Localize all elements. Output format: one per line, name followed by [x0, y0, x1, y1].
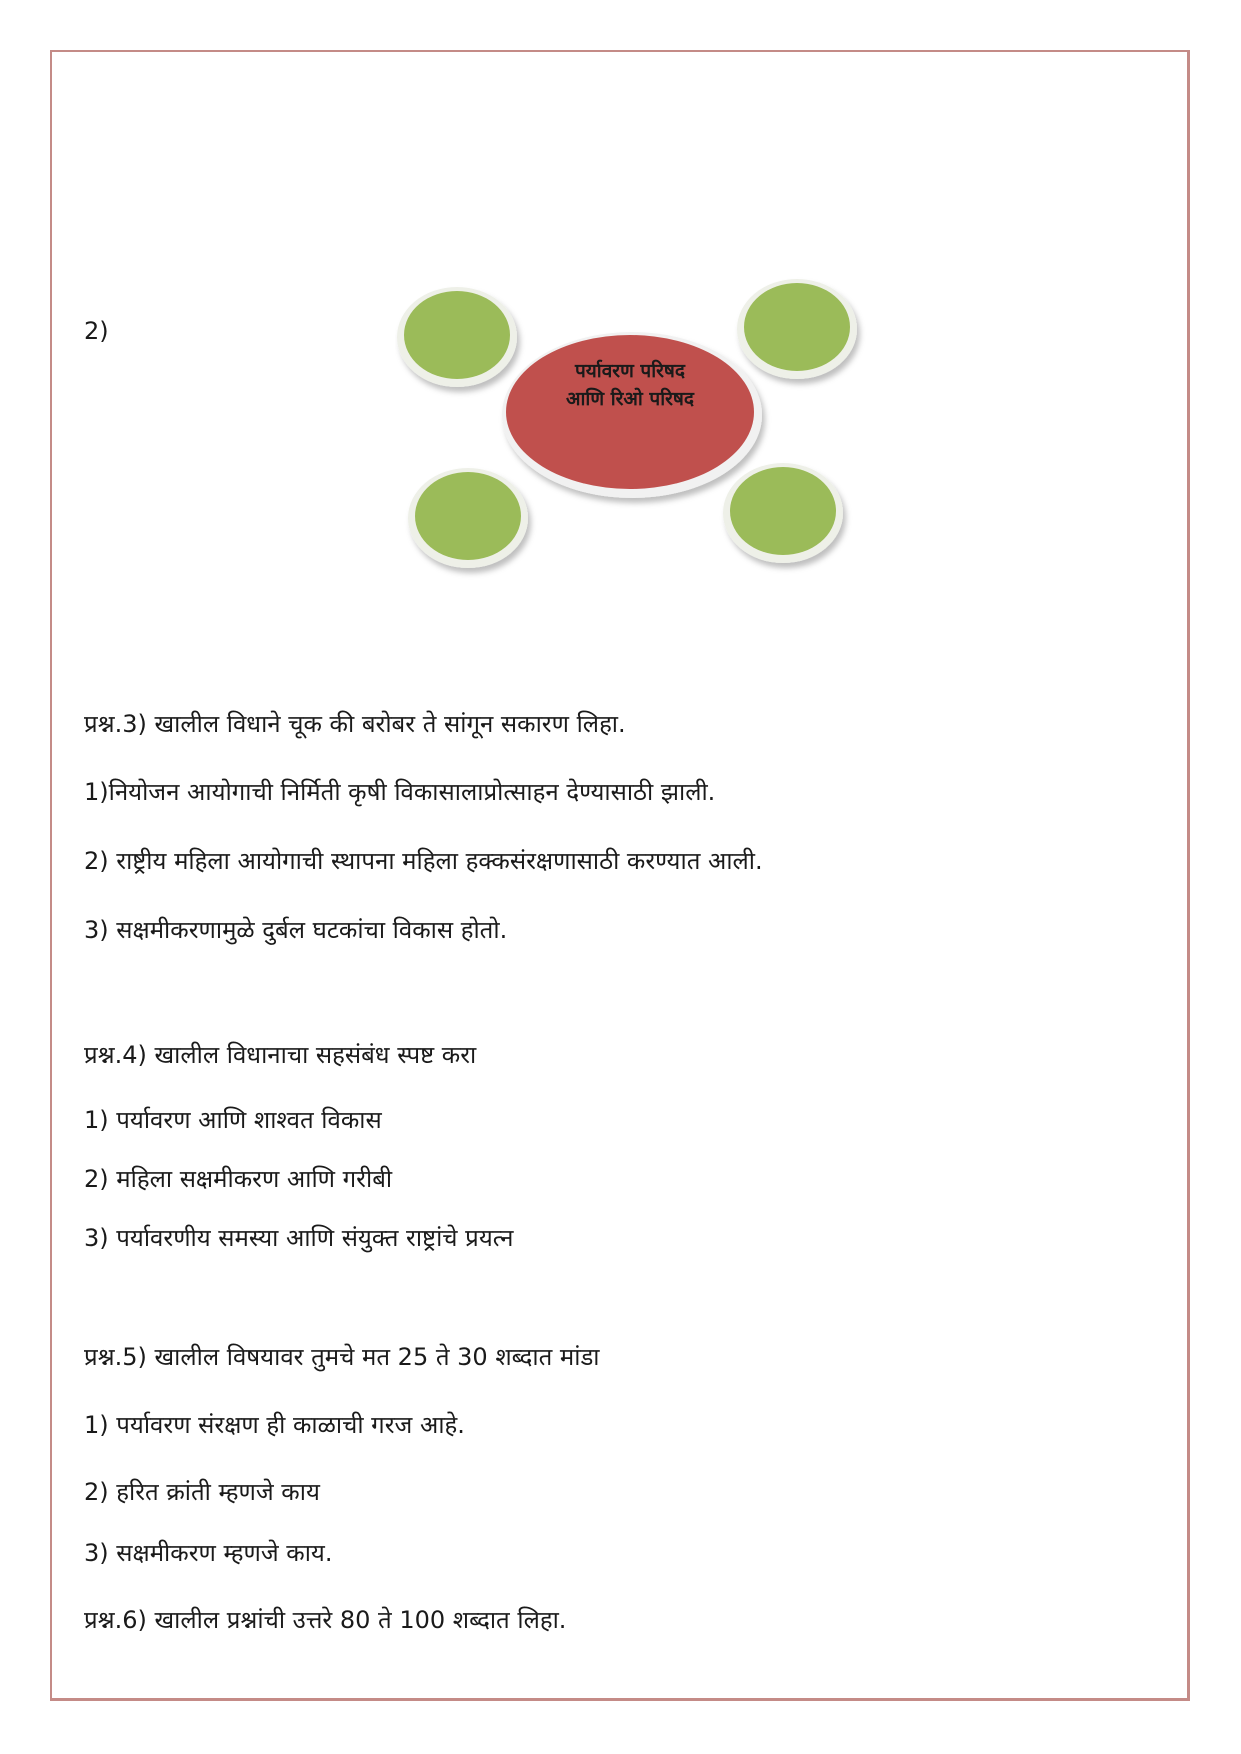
diagram-center-label-line2: आणि रिओ परिषद: [566, 388, 694, 410]
concept-diagram: [395, 265, 875, 585]
question-6-title: प्रश्न.6) खालील प्रश्नांची उत्तरे 80 ते 100 शब्दात लिहा.: [84, 1606, 567, 1634]
diagram-leaf-bottom-left: [408, 468, 528, 568]
diagram-leaf-top-left: [397, 287, 517, 387]
question-3-item: 1)नियोजन आयोगाची निर्मिती कृषी विकासालाप्रोत्साहन देण्यासाठी झाली.: [84, 778, 716, 806]
question-5-item: 1) पर्यावरण संरक्षण ही काळाची गरज आहे.: [84, 1411, 465, 1439]
question-4-item: 3) पर्यावरणीय समस्या आणि संयुक्त राष्ट्रांचे प्रयत्न: [84, 1224, 514, 1252]
question-3-title: प्रश्न.3) खालील विधाने चूक की बरोबर ते सांगून सकारण लिहा.: [84, 710, 626, 738]
question-4-item: 2) महिला सक्षमीकरण आणि गरीबी: [84, 1165, 393, 1193]
diagram-leaf-top-right: [737, 279, 857, 379]
question-3-item: 2) राष्ट्रीय महिला आयोगाची स्थापना महिला हक्कसंरक्षणासाठी करण्यात आली.: [84, 847, 763, 875]
diagram-leaf-bottom-right: [723, 463, 843, 563]
diagram-center-label-line1: पर्यावरण परिषद: [575, 360, 685, 382]
question-3-item: 3) सक्षमीकरणामुळे दुर्बल घटकांचा विकास होतो.: [84, 916, 508, 944]
question-2-number: 2): [84, 317, 109, 345]
question-4-item: 1) पर्यावरण आणि शाश्वत विकास: [84, 1106, 382, 1134]
question-4-title: प्रश्न.4) खालील विधानाचा सहसंबंध स्पष्ट करा: [84, 1041, 477, 1069]
question-5-item: 2) हरित क्रांती म्हणजे काय: [84, 1478, 320, 1506]
question-5-item: 3) सक्षमीकरण म्हणजे काय.: [84, 1539, 333, 1567]
diagram-center: [502, 332, 762, 498]
question-5-title: प्रश्न.5) खालील विषयावर तुमचे मत 25 ते 30 शब्दात मांडा: [84, 1343, 600, 1371]
